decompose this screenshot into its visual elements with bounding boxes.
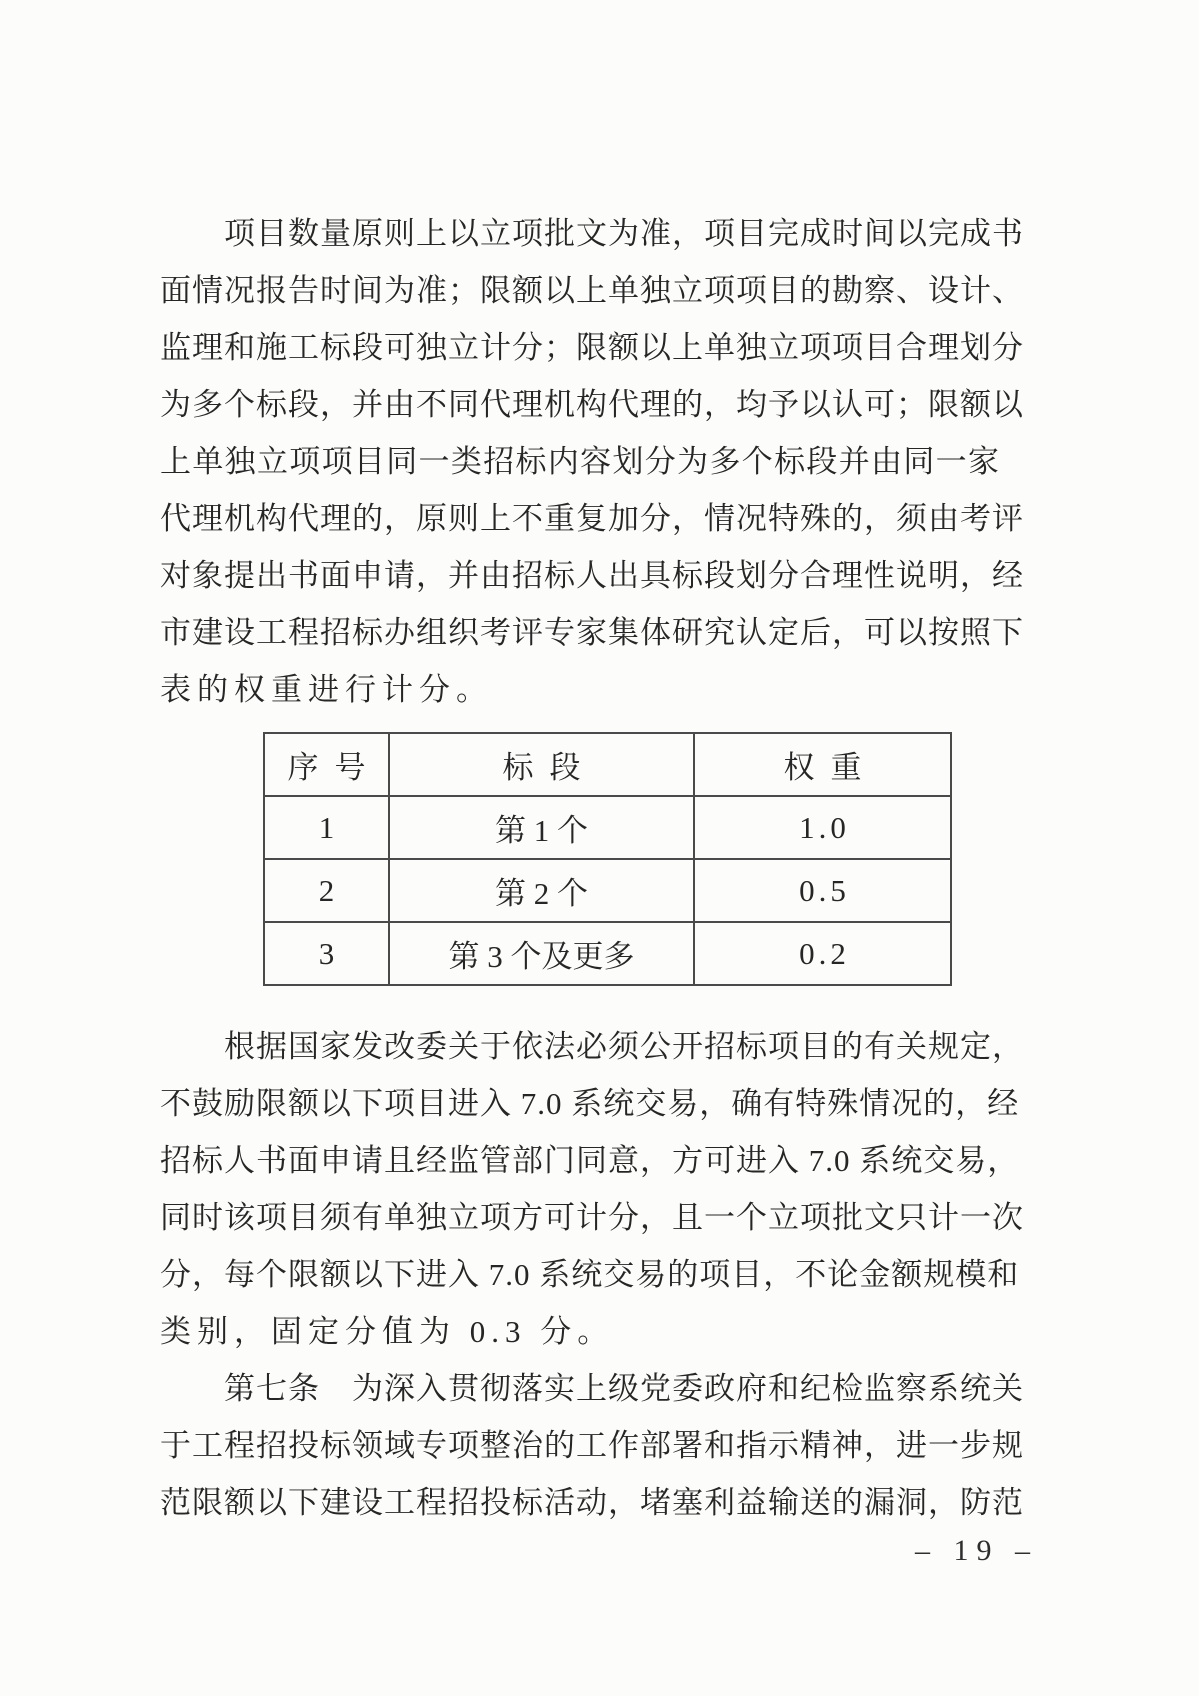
table-cell-weight: 0.2 [694, 922, 951, 985]
text-line: 不鼓励限额以下项目进入 7.0 系统交易，确有特殊情况的，经 [160, 1086, 1020, 1121]
table-cell-index: 3 [264, 922, 389, 985]
table-cell-weight: 0.5 [694, 859, 951, 922]
text-line: 为多个标段，并由不同代理机构代理的，均予以认可；限额以 [160, 387, 1024, 422]
table-cell-weight: 1.0 [694, 796, 951, 859]
table-cell-index: 1 [264, 796, 389, 859]
table-row [264, 922, 951, 985]
table-row [264, 796, 951, 859]
text-line: 监理和施工标段可独立计分；限额以上单独立项项目合理划分 [160, 330, 1024, 365]
text-line: 对象提出书面申请，并由招标人出具标段划分合理性说明，经 [160, 558, 1024, 593]
text-line: 类别，固定分值为 0.3 分。 [160, 1314, 615, 1349]
text-line: 根据国家发改委关于依法必须公开招标项目的有关规定， [224, 1029, 1024, 1064]
weight-score-table [263, 732, 952, 986]
text-line: 于工程招投标领域专项整治的工作部署和指示精神，进一步规 [160, 1428, 1024, 1463]
paragraph-article-seven [160, 1360, 1024, 1531]
text-line: 同时该项目须有单独立项方可计分，且一个立项批文只计一次 [160, 1200, 1024, 1235]
paragraph-ndrc-rules [160, 1018, 1024, 1360]
table-cell-index: 2 [264, 859, 389, 922]
table-row [264, 859, 951, 922]
text-line: 招标人书面申请且经监管部门同意，方可进入 7.0 系统交易， [160, 1143, 1020, 1178]
text-line: 第七条 为深入贯彻落实上级党委政府和纪检监察系统关 [224, 1371, 1024, 1406]
page-number: – 19 – [915, 1534, 1038, 1567]
text-line: 代理机构代理的，原则上不重复加分，情况特殊的，须由考评 [160, 501, 1024, 536]
table-cell-section: 第 3 个及更多 [389, 922, 694, 985]
text-line: 表的权重进行计分。 [160, 672, 493, 707]
paragraph-scoring-rules [160, 205, 1024, 718]
table-header-row [264, 733, 951, 796]
table-header-section: 标段 [389, 733, 694, 796]
text-line: 范限额以下建设工程招投标活动，堵塞利益输送的漏洞，防范 [160, 1485, 1024, 1520]
page-content [160, 205, 1038, 1571]
table-cell-section: 第 1 个 [389, 796, 694, 859]
table-header-weight: 权重 [694, 733, 951, 796]
text-line: 项目数量原则上以立项批文为准，项目完成时间以完成书 [224, 216, 1024, 251]
text-line: 市建设工程招标办组织考评专家集体研究认定后，可以按照下 [160, 615, 1024, 650]
text-line: 分，每个限额以下进入 7.0 系统交易的项目，不论金额规模和 [160, 1257, 1020, 1292]
table-header-index: 序号 [264, 733, 389, 796]
table-cell-section: 第 2 个 [389, 859, 694, 922]
text-line: 面情况报告时间为准；限额以上单独立项项目的勘察、设计、 [160, 273, 1024, 308]
text-line: 上单独立项项目同一类招标内容划分为多个标段并由同一家 [160, 444, 1000, 479]
